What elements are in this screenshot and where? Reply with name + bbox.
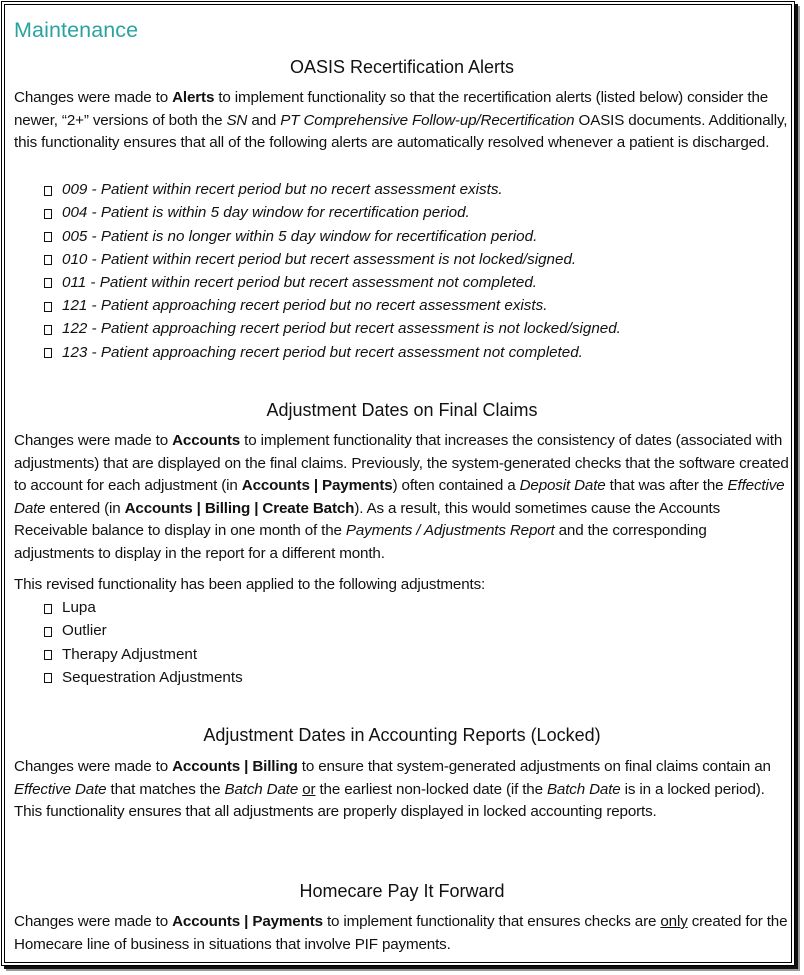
list-item: 011 - Patient within recert period but recert assessment not completed. (44, 272, 621, 295)
square-bullet-icon (44, 604, 52, 614)
section-pay-it-forward-intro: Changes were made to Accounts | Payments to implement functionality that ensures checks are only created for the Homecare line of business in situations that involve PIF payments. (14, 913, 788, 953)
list-item: 122 - Patient approaching recert period but recert assessment is not locked/signed. (44, 318, 621, 341)
adjustments-list-intro: This revised functionality has been applied to the following adjustments: (14, 576, 486, 593)
square-bullet-icon (44, 232, 52, 242)
section-final-claims-intro: Changes were made to Accounts to implement functionality that increases the consistency of dates (associated with adjustments) that are displayed on the final claims. Previously, the system-generated checks that the software created to account for each adjustment (in Accounts | Payments) often contained a Deposit Date that was after the Effective Date entered (in Accounts | Billing | Create Batch). As a result, this would sometimes cause the Accounts Receivable balance to display in one month of the Payments / Adjustments Report and the corresponding adjustments to display in the report for a different month. (14, 432, 789, 562)
alert-list (44, 179, 621, 365)
square-bullet-icon (44, 186, 52, 196)
section-locked-reports-intro: Changes were made to Accounts | Billing to ensure that system-generated adjustments on final claims contain an Effective Date that matches the Batch Date or the earliest non-locked date (if the Batch Date is in a locked period). This functionality ensures that all adjustments are properly displayed in locked accounting reports. (14, 758, 771, 821)
list-item: 005 - Patient is no longer within 5 day window for recertification period. (44, 225, 621, 248)
square-bullet-icon (44, 673, 52, 683)
square-bullet-icon (44, 278, 52, 288)
section-heading-adjustment-dates-locked-reports: Adjustment Dates in Accounting Reports (Locked) (203, 725, 601, 745)
list-item: 009 - Patient within recert period but no recert assessment exists. (44, 179, 621, 202)
square-bullet-icon (44, 255, 52, 265)
section-oasis-intro: Changes were made to Alerts to implement functionality so that the recertification alerts (listed below) consider the newer, “2+” versions of both the SN and PT Comprehensive Follow-up/Recertification OASIS documents. Additionally, this functionality ensures that all of the following alerts are automatically resolved whenever a patient is discharged. (14, 89, 788, 152)
square-bullet-icon (44, 209, 52, 219)
list-item: 123 - Patient approaching recert period but recert assessment not completed. (44, 341, 621, 364)
list-item: Outlier (44, 620, 243, 643)
list-item: 010 - Patient within recert period but recert assessment is not locked/signed. (44, 249, 621, 272)
page-title: Maintenance (14, 18, 139, 42)
square-bullet-icon (44, 302, 52, 312)
section-heading-oasis-recert-alerts: OASIS Recertification Alerts (289, 57, 515, 77)
list-item: Lupa (44, 597, 243, 620)
square-bullet-icon (44, 325, 52, 335)
square-bullet-icon (44, 627, 52, 637)
square-bullet-icon (44, 348, 52, 358)
section-heading-homecare-pay-it-forward: Homecare Pay It Forward (299, 881, 505, 901)
section-heading-adjustment-dates-final-claims: Adjustment Dates on Final Claims (266, 400, 538, 420)
list-item: Therapy Adjustment (44, 643, 243, 666)
adjustment-types-list (44, 597, 243, 690)
square-bullet-icon (44, 650, 52, 660)
list-item: 121 - Patient approaching recert period but no recert assessment exists. (44, 295, 621, 318)
list-item: Sequestration Adjustments (44, 667, 243, 690)
list-item: 004 - Patient is within 5 day window for recertification period. (44, 202, 621, 225)
